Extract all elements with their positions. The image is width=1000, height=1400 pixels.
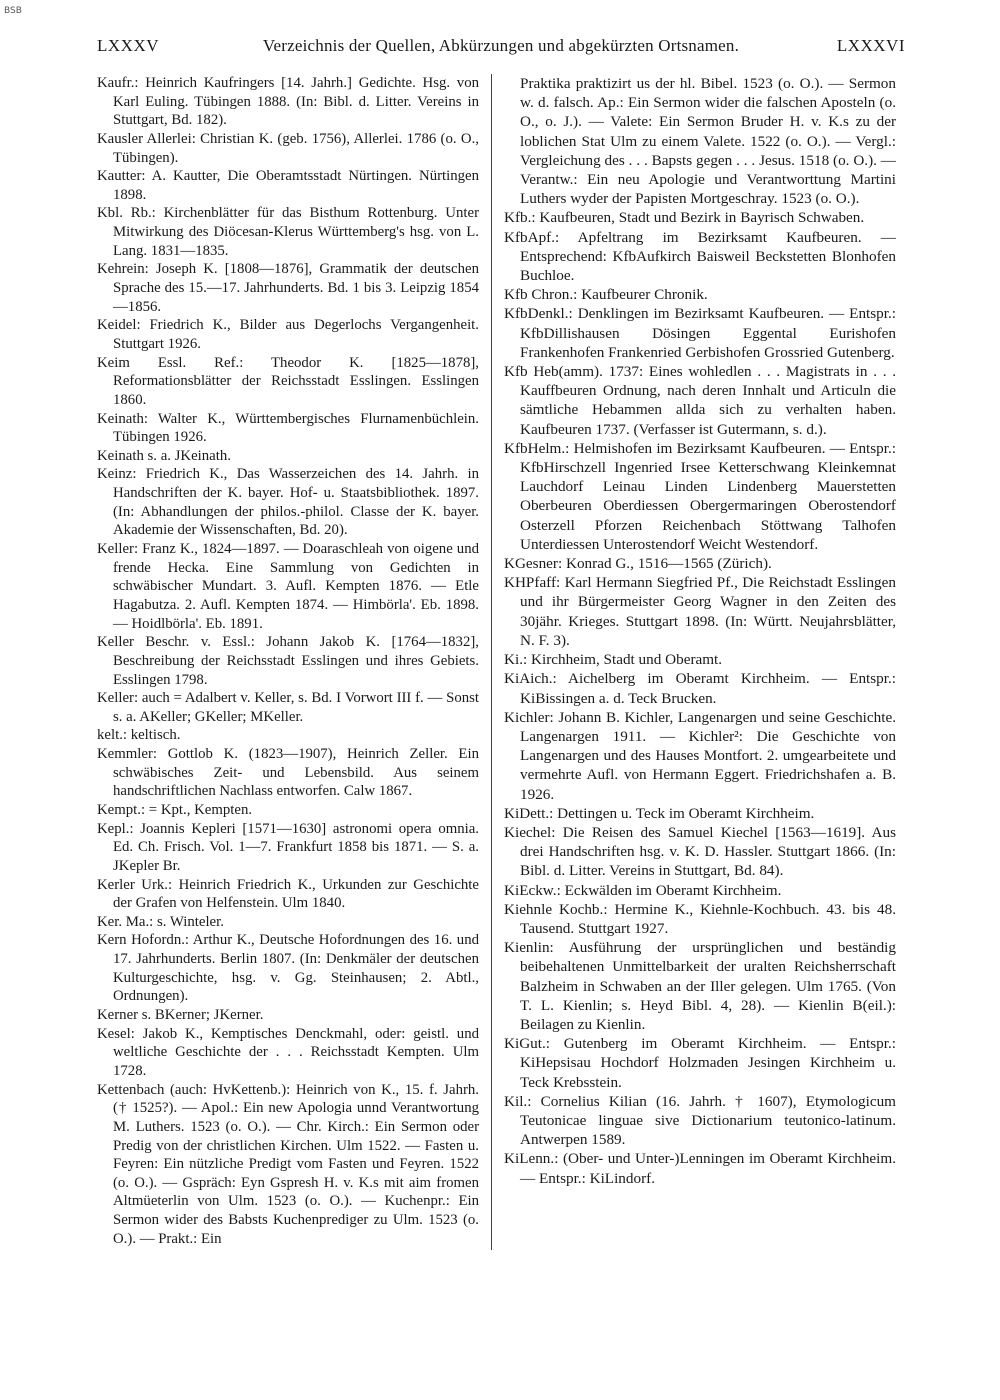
page-header	[97, 36, 905, 60]
index-entry: Kerner s. BKerner; JKerner.	[97, 1007, 264, 1024]
index-entry: Kempt.: = Kpt., Kempten.	[97, 801, 253, 818]
index-entry: Keinath s. a. JKeinath.	[97, 447, 231, 464]
index-entry: KHPfaff: Karl Hermann Siegfried Pf., Die Reichstadt Esslingen und ihr Bürgermeister Georg Wagner in den Zeiten des 30jähr. Krieges. Stuttgart 1898. (In: Württ. Neujahrsblätter, N. F. 3).	[504, 574, 896, 649]
right-page-number: LXXXVI	[836, 36, 905, 55]
index-entry: Kichler: Johann B. Kichler, Langenargen und seine Geschichte. Langenargen 1911. — Kichler²: Die Geschichte von Langenargen und des Hauses Montfort. 2. umgearbeitete und vermehrte Aufl. von Hermann Eggert. Friedrichshafen a. B. 1926.	[504, 708, 896, 803]
index-entry: Ki.: Kirchheim, Stadt und Oberamt.	[504, 651, 723, 669]
index-entry: Kausler Allerlei: Christian K. (geb. 1756), Allerlei. 1786 (o. O., Tübingen).	[97, 130, 479, 166]
left-column	[97, 74, 479, 1248]
right-column	[504, 74, 896, 1188]
index-entry: KiLenn.: (Ober- und Unter-)Lenningen im Oberamt Kirchheim. — Entspr.: KiLindorf.	[504, 1150, 896, 1187]
index-entry: Keinath: Walter K., Württembergisches Flurnamenbüchlein. Tübingen 1926.	[97, 410, 479, 446]
index-entry: Keinz: Friedrich K., Das Wasserzeichen des 14. Jahrh. in Handschriften der K. bayer. Hof- u. Staatsbibliothek. 1897. (In: Abhandlungen der philos.-philol. Classe der K. bayer. Akademie der Wissenschaften, Bd. 20).	[97, 466, 479, 539]
index-entry: KfbHelm.: Helmishofen im Bezirksamt Kaufbeuren. — Entspr.: KfbHirschzell Ingenried Irsee Ketterschwang Kleinkemnat Lauchdorf Leinau Linden Lindenberg Mauerstetten Oberbeuren Oberdiessen Obergermaringen Oberostendorf Osterzell Pforzen Reichenbach Stöttwang Talhofen Unterdiessen Unterostendorf Weicht Westendorf.	[504, 439, 896, 553]
index-entry: Kaufr.: Heinrich Kaufringers [14. Jahrh.] Gedichte. Hsg. von Karl Euling. Tübingen 1888. (In: Bibl. d. Litter. Vereins in Stuttgart, Bd. 182).	[97, 75, 479, 129]
index-entry: Kesel: Jakob K., Kemptisches Denckmahl, oder: geistl. und weltliche Geschichte der . . . Reichsstadt Kempten. Ulm 1728.	[97, 1025, 479, 1079]
left-page-number: LXXXV	[97, 36, 159, 55]
index-entry: Kfb Heb(amm). 1737: Eines wohledlen . . . Magistrats in . . . Kauffbeuren Ordnung, nach deren Innhalt und Articuln die sämtliche Hebammen allda sich zu verhalten haben. Kaufbeuren 1737. (Verfasser ist Gutermann, s. d.).	[504, 363, 896, 438]
index-entry: KfbDenkl.: Denklingen im Bezirksamt Kaufbeuren. — Entspr.: KfbDillishausen Dösingen Eggental Eurishofen Frankenhofen Frankenried Gerbishofen Grossried Gutenberg.	[504, 305, 896, 361]
index-entry: Kerler Urk.: Heinrich Friedrich K., Urkunden zur Geschichte der Grafen von Helfenstein. Ulm 1840.	[97, 876, 479, 912]
index-entry: Keidel: Friedrich K., Bilder aus Degerlochs Vergangenheit. Stuttgart 1926.	[97, 317, 479, 352]
index-entry: KiAich.: Aichelberg im Oberamt Kirchheim. — Entspr.: KiBissingen a. d. Teck Brucken.	[504, 670, 896, 707]
index-entry: Kepl.: Joannis Kepleri [1571—1630] astronomi opera omnia. Ed. Ch. Frisch. Vol. 1—7. Frankfurt 1858 bis 1871. — S. a. JKepler Br.	[97, 820, 479, 874]
index-entry: Kehrein: Joseph K. [1808—1876], Grammatik der deutschen Sprache des 15.—17. Jahrhunderts. Bd. 1 bis 3. Leipzig 1854—1856.	[97, 261, 479, 315]
index-entry: Keller: Franz K., 1824—1897. — Doaraschleah von oigene und frende Hecka. Eine Sammlung von Gedichten in schwäbischer Mundart. 3. Aufl. Kempten 1876. — Etle Hagabutza. 2. Aufl. Kempten 1874. — Himbörla'. Eb. 1898. — Hoidlbörla'. Eb. 1891.	[97, 541, 479, 632]
index-entry: KiDett.: Dettingen u. Teck im Oberamt Kirchheim.	[504, 804, 815, 822]
running-title: Verzeichnis der Quellen, Abkürzungen und abgekürzten Ortsnamen.	[262, 36, 740, 55]
index-entry: Kern Hofordn.: Arthur K., Deutsche Hofordnungen des 16. und 17. Jahrhunderts. Berlin 1807. (In: Denkmäler der deutschen Kulturgeschichte, hsg. v. Gg. Steinhausen; 2. Abtl., Ordnungen).	[97, 932, 479, 1005]
continued-entry: Praktika praktizirt us der hl. Bibel. 1523 (o. O.). — Sermon w. d. falsch. Ap.: Ein Sermon wider die falschen Aposteln (o. O., o. J.). — Valete: Ein Sermon Bruder H. v. K.s zu der loblichen Stat Ulm zu einem Valete. 1522 (o. O.). — Vergl.: Vergleichung des . . . Bapsts gegen . . . Jesus. 1518 (o. O.). — Verantw.: Ein neu Apologie und Verantworttung Martini Luthers wyder der Papisten Mortgeschray. 1523 (o. O.).	[520, 75, 896, 208]
index-entry: KGesner: Konrad G., 1516—1565 (Zürich).	[504, 555, 772, 573]
index-entry: Kfb Chron.: Kaufbeurer Chronik.	[504, 286, 708, 304]
index-entry: KiGut.: Gutenberg im Oberamt Kirchheim. — Entspr.: KiHepsisau Hochdorf Holzmaden Jesingen Kirchheim u. Teck Krebsstein.	[504, 1035, 896, 1091]
index-entry: KfbApf.: Apfeltrang im Bezirksamt Kaufbeuren. — Entsprechend: KfbAufkirch Baisweil Beckstetten Blonhofen Buchloe.	[504, 228, 896, 285]
index-entry: Kettenbach (auch: HvKettenb.): Heinrich von K., 15. f. Jahrh. († 1525?). — Apol.: Ein new Apologia unnd Verantwortung M. Luthers. 1523 (o. O.). — Chr. Kirch.: Ein Sermon oder Predig von der christlichen Kirchen. Ulm 1522. — Fasten u. Feyren: Ein nützliche Predigt vom Fasten und Feyren. 1522 (o. O.). — Gspräch: Eyn Gspresh H. v. K.s mit aim fromen Altmüeterlin von Ulm. 1523 (o. O.). — Kuchenpr.: Ein Sermon wider des Babsts Kuchenprediger zu Ulm. 1523 (o. O.). — Prakt.: Ein	[97, 1081, 479, 1247]
index-entry: KiEckw.: Eckwälden im Oberamt Kirchheim.	[504, 881, 782, 899]
index-entry: Kienlin: Ausführung der ursprünglichen und beständig beibehaltenen Unmittelbarkeit der uralten Reichsherrschaft Balzheim in Schwaben an der Iller gelegen. Ulm 1765. (Von T. L. Kienlin; s. Heyd Bibl. 4, 28). — Kienlin B(eil.): Beilagen zu Kienlin.	[504, 939, 896, 1033]
index-entry: Kil.: Cornelius Kilian (16. Jahrh. † 1607), Etymologicum Teutonicae linguae sive Dictionarium teutonico-latinum. Antwerpen 1589.	[504, 1092, 896, 1149]
index-entry: kelt.: keltisch.	[97, 727, 181, 744]
index-entry: Keller Beschr. v. Essl.: Johann Jakob K. [1764—1832], Beschreibung der Reichsstadt Esslingen und ihres Gebiets. Esslingen 1798.	[97, 634, 479, 688]
index-entry: Kiechel: Die Reisen des Samuel Kiechel [1563—1619]. Aus drei Handschriften hsg. v. K. D. Hassler. Stuttgart 1866. (In: Bibl. d. Litter. Vereins in Stuttgart, Bd. 84).	[504, 823, 896, 880]
index-entry: Keim Essl. Ref.: Theodor K. [1825—1878], Reformationsblätter der Reichsstadt Esslingen. Esslingen 1860.	[97, 354, 479, 408]
index-entry: Ker. Ma.: s. Winteler.	[97, 913, 224, 930]
index-entry: Kbl. Rb.: Kirchenblätter für das Bisthum Rottenburg. Unter Mitwirkung des Diöcesan-Klerus Württemberg's hsg. von L. Lang. 1831—1835.	[97, 205, 479, 259]
column-divider	[491, 74, 492, 1250]
index-entry: Kautter: A. Kautter, Die Oberamtsstadt Nürtingen. Nürtingen 1898.	[97, 168, 479, 203]
index-entry: Kemmler: Gottlob K. (1823—1907), Heinrich Zeller. Ein schwäbisches Zeit- und Lebensbild. Aus seinem handschriftlichen Nachlass entworfen. Calw 1867.	[97, 746, 479, 800]
index-entry: Kfb.: Kaufbeuren, Stadt und Bezirk in Bayrisch Schwaben.	[504, 209, 865, 227]
index-entry: Keller: auch = Adalbert v. Keller, s. Bd. I Vorwort III f. — Sonst s. a. AKeller; GKeller; MKeller.	[97, 690, 479, 725]
index-entry: Kiehnle Kochb.: Hermine K., Kiehnle-Kochbuch. 43. bis 48. Tausend. Stuttgart 1927.	[504, 900, 896, 937]
library-stamp: BSB	[4, 6, 22, 16]
